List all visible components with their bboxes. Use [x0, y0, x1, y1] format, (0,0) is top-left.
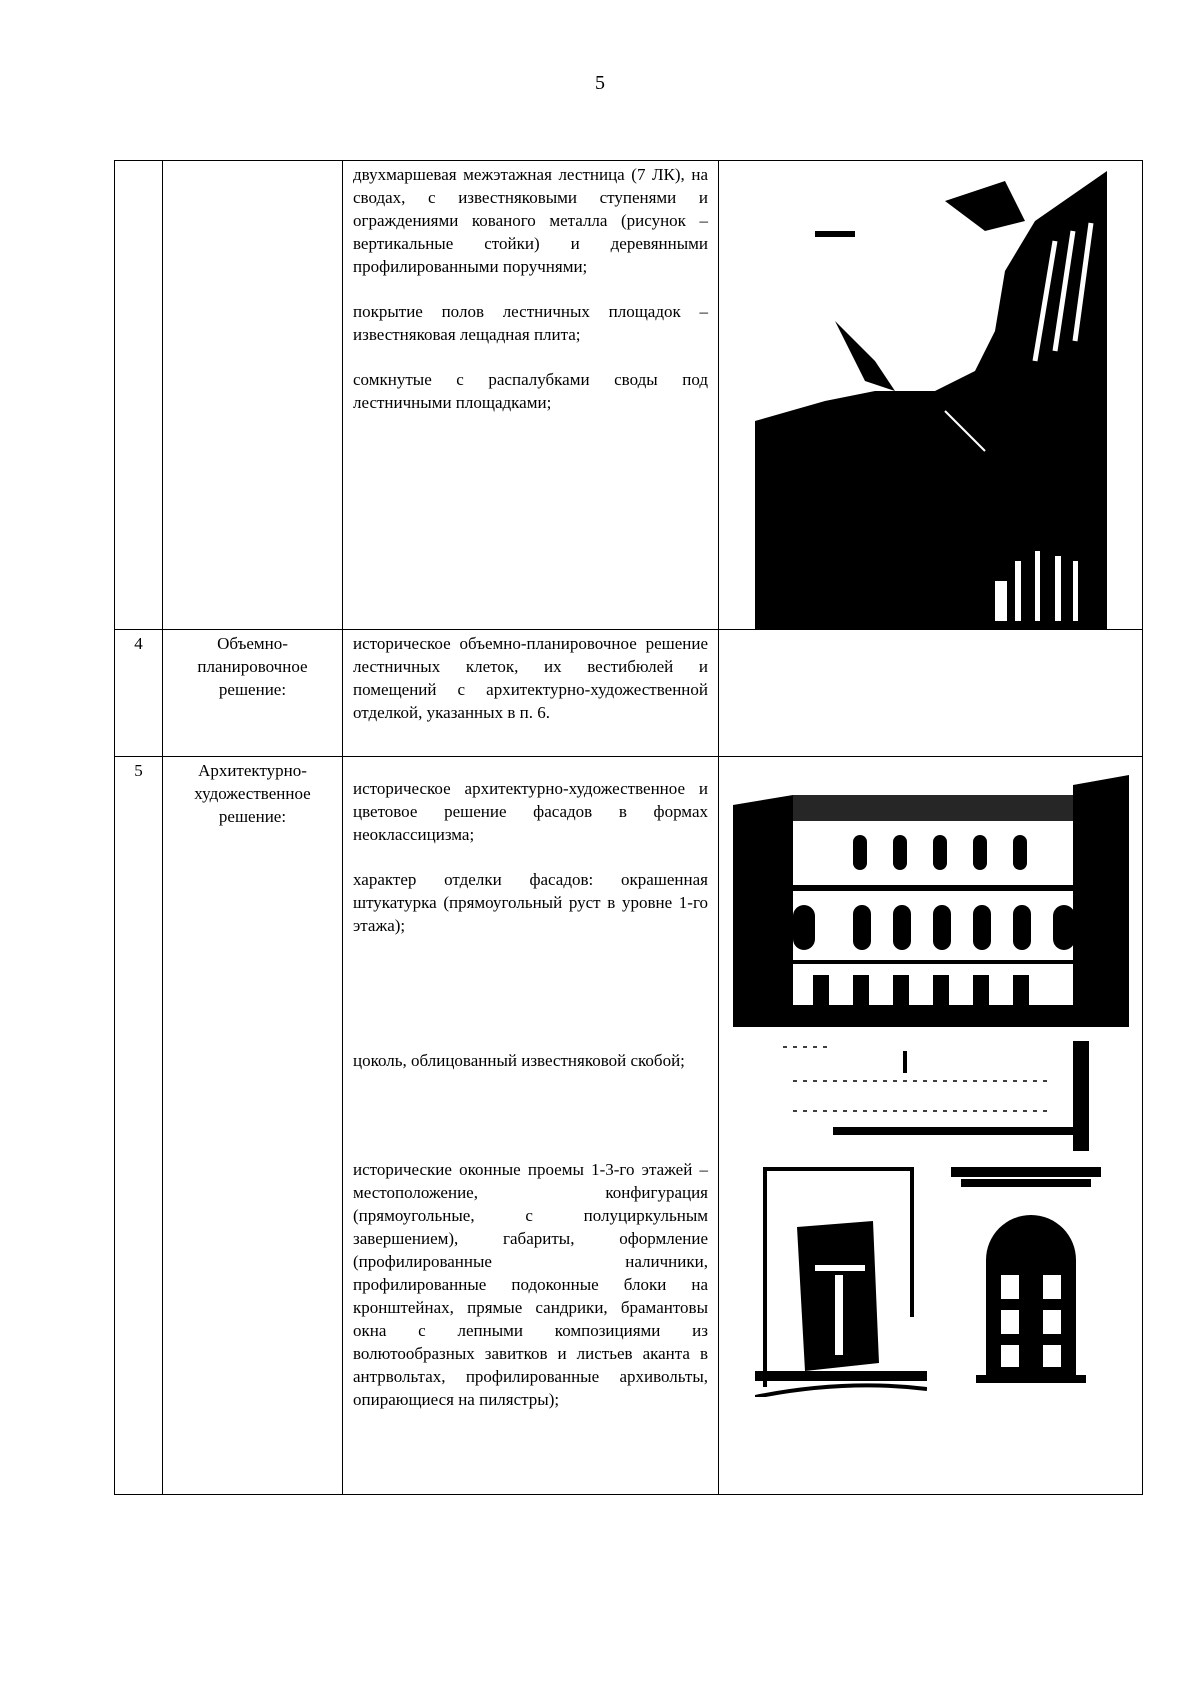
row-image-cell — [719, 630, 1143, 757]
row-name-cell — [163, 161, 343, 630]
table-row — [115, 630, 1143, 757]
row-description-cell — [343, 630, 719, 757]
facade-photo-icon — [733, 765, 1129, 1027]
description-paragraph: характер отделки фасадов: окрашенная штукатурка (прямоугольный руст в уровне 1-го этажа); — [353, 870, 708, 935]
description-paragraph: покрытие полов лестничных площадок – известняковая лещадная плита; — [353, 302, 708, 344]
staircase-photo-icon — [755, 161, 1107, 629]
spec-table — [114, 160, 1143, 1495]
description-paragraph: исторические оконные проемы 1-3-го этажей – местоположение, конфигурация (прямоугольные, с полуциркульным завершением), габариты, оформление (профилированные наличники, профилированные подоконные блоки на кронштейнах, прямые сандрики, брамантовы окна с лепными композициями из волютообразных завитков и листьев аканта в антрвольтах, профилированные архивольты, опирающиеся на пилястры); — [353, 1160, 708, 1409]
rectangular-window-photo-icon — [755, 1165, 927, 1397]
row-number-cell — [115, 161, 163, 630]
row-description-cell — [343, 757, 719, 1495]
row-image-cell — [719, 757, 1143, 1495]
row-name-cell: Архитектурно-художественное решение: — [163, 757, 343, 1495]
table-row — [115, 757, 1143, 1495]
description-paragraph: сомкнутые с распалубками своды под лестничными площадками; — [353, 370, 708, 412]
page-number: 5 — [595, 72, 605, 94]
table-row — [115, 161, 1143, 630]
row-name-cell: Объемно-планировочное решение: — [163, 630, 343, 757]
row-image-cell — [719, 161, 1143, 630]
plinth-photo-icon — [773, 1041, 1089, 1151]
description-paragraph: цоколь, облицованный известняковой скобой; — [353, 1051, 685, 1070]
row-number-cell: 5 — [115, 757, 163, 1495]
arched-window-photo-icon — [941, 1165, 1113, 1397]
description-paragraph: историческое архитектурно-художественное и цветовое решение фасадов в формах неоклассицизма; — [353, 779, 708, 844]
description-paragraph: двухмаршевая межэтажная лестница (7 ЛК), на сводах, с известняковыми ступенями и ограждениями кованого металла (рисунок – вертикальные стойки) и деревянными профилированными поручнями; — [353, 165, 708, 276]
row-description-cell — [343, 161, 719, 630]
description-paragraph: историческое объемно-планировочное решение лестничных клеток, их вестибюлей и помещений с архитектурно-художественной отделкой, указанных в п. 6. — [353, 634, 708, 722]
row-number-cell: 4 — [115, 630, 163, 757]
